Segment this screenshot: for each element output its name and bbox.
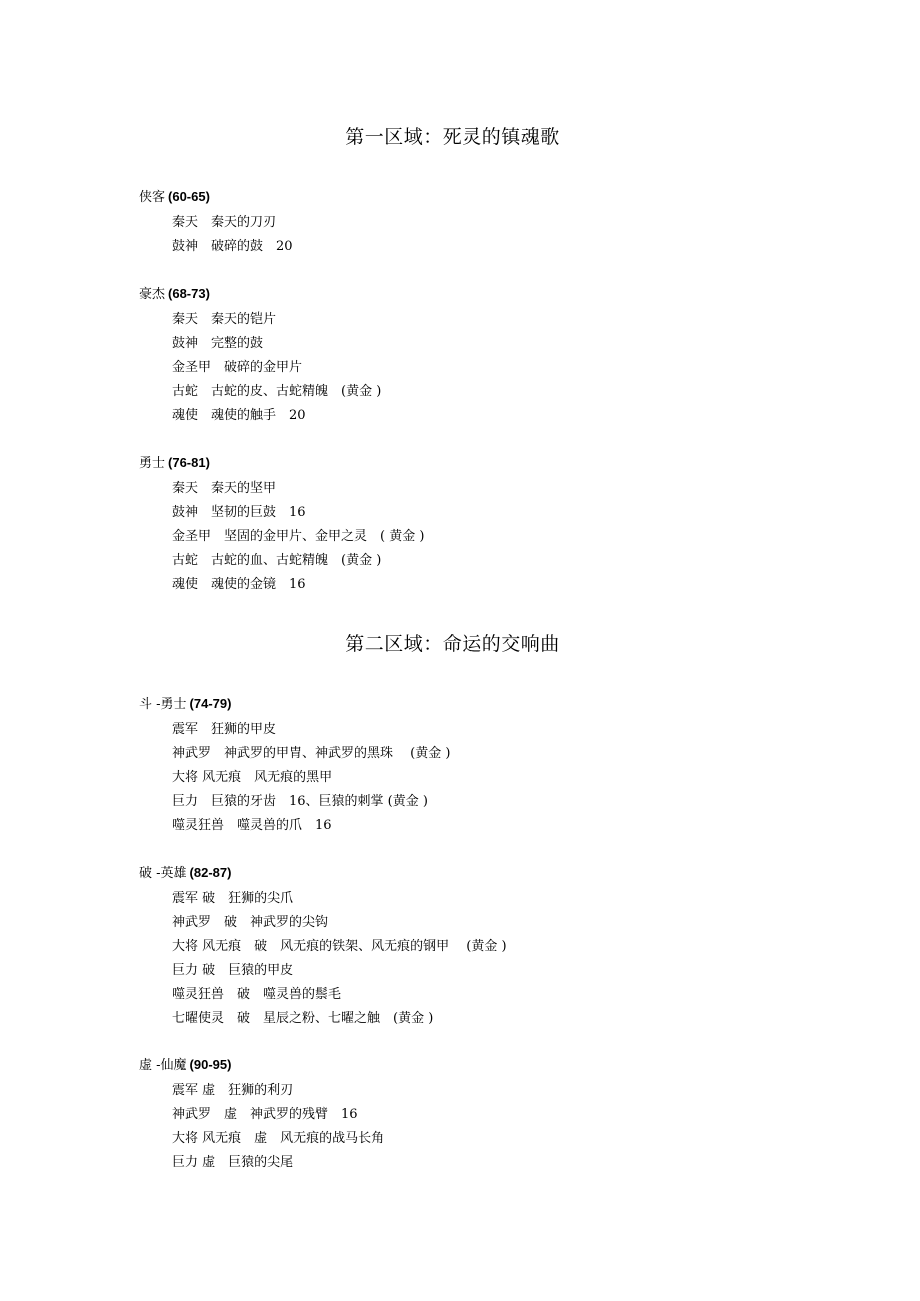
list-item: 秦天 秦天的坚甲 [172, 481, 277, 496]
list-item: 神武罗 神武罗的甲胄、神武罗的黑珠 (黄金 ) [172, 746, 451, 761]
group-yongshi [139, 454, 839, 597]
list-item: 大将 风无痕 风无痕的黑甲 [172, 770, 333, 785]
group-name: 虚 -仙魔 [139, 1058, 187, 1073]
group-header [139, 864, 839, 883]
list-item: 魂使 魂使的金镜 16 [172, 577, 306, 592]
group-level: (76-81) [168, 455, 210, 470]
list-item: 鼓神 坚韧的巨鼓 16 [172, 505, 306, 520]
group-name: 勇士 [139, 456, 166, 471]
list-item: 大将 风无痕 虚 风无痕的战马长角 [172, 1131, 385, 1146]
list-item: 鼓神 完整的鼓 [172, 336, 264, 351]
group-header [139, 188, 839, 207]
group-level: (82-87) [189, 865, 232, 880]
list-item: 巨力 破 巨猿的甲皮 [172, 963, 294, 978]
list-item: 神武罗 破 神武罗的尖钩 [172, 915, 329, 930]
group-level: (68-73) [168, 286, 210, 301]
group-level: (60-65) [168, 189, 210, 204]
list-item: 震军 狂狮的甲皮 [172, 722, 277, 737]
list-item: 魂使 魂使的触手 20 [172, 408, 306, 423]
group-level: (74-79) [189, 696, 232, 711]
group-xu-xianmo [139, 1056, 839, 1175]
group-header [139, 454, 839, 473]
list-item: 噬灵狂兽 破 噬灵兽的鬃毛 [172, 987, 342, 1002]
list-item: 震军 破 狂狮的尖爪 [172, 891, 294, 906]
list-item: 噬灵狂兽 噬灵兽的爪 16 [172, 818, 332, 833]
group-name: 豪杰 [139, 287, 166, 302]
region-title-2: 第二区域：命运的交响曲 [345, 633, 560, 655]
list-item: 七曜使灵 破 星辰之粉、七曜之触 (黄金 ) [172, 1011, 434, 1026]
list-item: 古蛇 古蛇的皮、古蛇精魄 (黄金 ) [172, 384, 382, 399]
group-haojie [139, 285, 839, 428]
group-name: 斗 -勇士 [139, 697, 187, 712]
group-name: 侠客 [139, 190, 166, 205]
list-item: 古蛇 古蛇的血、古蛇精魄 (黄金 ) [172, 553, 382, 568]
list-item: 巨力 虚 巨猿的尖尾 [172, 1155, 294, 1170]
group-header [139, 285, 839, 304]
group-dou-yongshi [139, 695, 839, 838]
group-level: (90-95) [189, 1057, 232, 1072]
list-item: 大将 风无痕 破 风无痕的铁架、风无痕的钢甲 (黄金 ) [172, 939, 507, 954]
group-xiake [139, 188, 839, 259]
group-name: 破 -英雄 [139, 866, 187, 881]
list-item: 秦天 秦天的铠片 [172, 312, 277, 327]
list-item: 秦天 秦天的刀刃 [172, 215, 277, 230]
group-po-yingxiong [139, 864, 839, 1031]
list-item: 鼓神 破碎的鼓 20 [172, 239, 293, 254]
list-item: 金圣甲 坚固的金甲片、金甲之灵 ( 黄金 ) [172, 529, 425, 544]
list-item: 震军 虚 狂狮的利刃 [172, 1083, 294, 1098]
list-item: 金圣甲 破碎的金甲片 [172, 360, 303, 375]
region-title-1: 第一区域：死灵的镇魂歌 [345, 126, 560, 148]
list-item: 神武罗 虚 神武罗的残臂 16 [172, 1107, 358, 1122]
group-header [139, 1056, 839, 1075]
list-item: 巨力 巨猿的牙齿 16、巨猿的刺掌 (黄金 ) [172, 794, 428, 809]
group-header [139, 695, 839, 714]
